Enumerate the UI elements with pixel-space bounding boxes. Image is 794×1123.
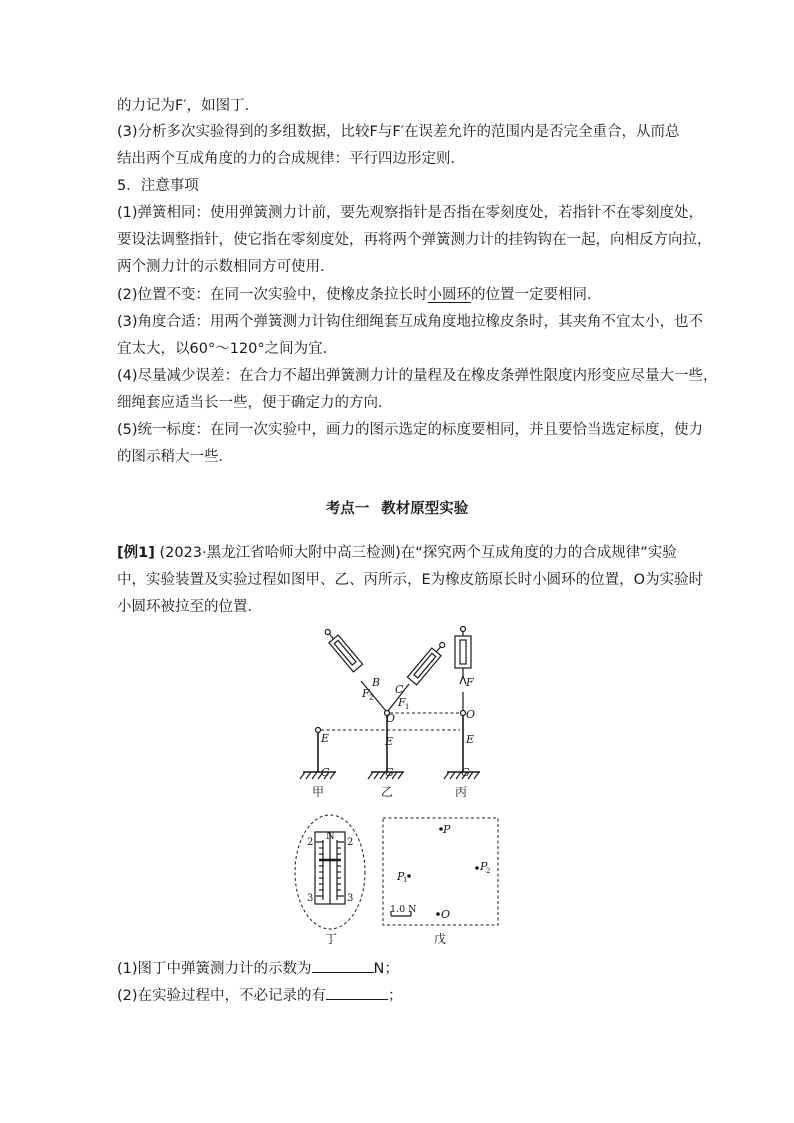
panel-label-wu: 戊	[434, 932, 447, 946]
text-line: (5)统一标度：在同一次实验中，画力的图示选定的标度要相同，并且要恰当选定标度，使力	[117, 422, 704, 438]
label-F1-sub: 1	[405, 703, 410, 711]
label-O: O	[441, 908, 451, 921]
text-line: (3)分析多次实验得到的多组数据，比较F与F′在误差允许的范围内是否完全重合，从而总	[117, 124, 680, 140]
example-text: (2023·黑龙江省哈师大附中高三检测)在“探究两个互成角度的力的合成规律”实验	[159, 545, 677, 561]
label-E: E	[385, 735, 394, 748]
label-P2: P	[480, 860, 488, 873]
text-line: (1)弹簧相同：使用弹簧测力计前，要先观察指针是否指在零刻度处，若指针不在零刻度处，	[117, 205, 704, 221]
gauge-tick-2: 2	[307, 837, 314, 848]
panel-label-ding: 丁	[325, 932, 338, 946]
example-tag: [例1]	[117, 545, 155, 561]
underlined-term: 小圆环	[427, 287, 472, 303]
label-E: E	[321, 732, 330, 745]
gauge-tick-2: 2	[347, 837, 354, 848]
label-E: E	[466, 733, 475, 746]
text-line: (4)尽量减少误差：在合力不超出弹簧测力计的量程及在橡皮条弹性限度内形变应尽量大一些，	[117, 368, 718, 384]
text-line: 5．注意事项	[117, 178, 199, 194]
text-line: 两个测力计的示数相同方可使用．	[117, 259, 335, 275]
question-text: ；	[388, 988, 403, 1004]
gauge-tick-3: 3	[347, 893, 354, 904]
answer-blank[interactable]	[326, 985, 388, 1000]
label-P1-sub: 1	[403, 876, 408, 884]
question-text: (1)图丁中弹簧测力计的示数为	[117, 961, 312, 977]
section-title: 教材原型实验	[381, 501, 469, 517]
answer-blank[interactable]	[312, 958, 374, 973]
scale-label: 1.0 N	[390, 904, 417, 915]
panel-label-bing: 丙	[455, 785, 468, 799]
gauge-unit-N: N	[326, 831, 335, 842]
label-G: G	[461, 766, 470, 779]
example-line: 中，实验装置及实验过程如图甲、乙、丙所示，E为橡皮筋原长时小圆环的位置，O为实验时	[117, 572, 704, 588]
gauge-tick-3: 3	[307, 893, 314, 904]
panel-yi	[322, 626, 449, 779]
section-label: 考点一	[325, 501, 370, 517]
label-F2-sub: 2	[369, 694, 374, 702]
text-line: 的力记为F′，如图丁．	[117, 98, 260, 114]
label-O: O	[466, 708, 476, 721]
question-text: (2)在实验过程中，不必记录的有	[117, 988, 327, 1004]
text-segment: 的位置一定要相同．	[471, 287, 602, 303]
question-1	[117, 958, 687, 979]
question-text: N；	[373, 961, 399, 977]
label-B: B	[372, 676, 381, 689]
text-line: 细绳套应适当长一些，便于确定力的方向．	[117, 395, 393, 411]
label-P1: P	[397, 870, 405, 883]
label-O: O	[386, 712, 396, 725]
panel-label-yi: 乙	[381, 785, 394, 799]
label-P: P	[443, 823, 451, 836]
panel-bing	[444, 627, 480, 780]
example-line: 小圆环被拉至的位置．	[117, 599, 262, 615]
label-C: C	[395, 683, 404, 696]
text-segment: (2)位置不变：在同一次实验中，使橡皮条拉长时	[117, 287, 428, 303]
label-G: G	[321, 766, 330, 779]
label-F1: F	[398, 696, 406, 709]
panel-label-jia: 甲	[312, 785, 325, 799]
text-line: 要设法调整指针，使它指在零刻度处，再将两个弹簧测力计的挂钩钩在一起，向相反方向拉，	[117, 232, 712, 248]
label-F2: F	[362, 687, 370, 700]
text-line: 的图示稍大一些．	[117, 449, 233, 465]
question-2	[117, 985, 687, 1006]
text-line: 结出两个互成角度的力的合成规律：平行四边形定则．	[117, 151, 465, 167]
text-line: 宜太大，以60°～120°之间为宜．	[117, 341, 338, 357]
label-G: G	[385, 766, 394, 779]
panel-jia	[300, 728, 336, 780]
text-line: (3)角度合适：用两个弹簧测力计钩住细绳套互成角度地拉橡皮条时，其夹角不宜太小，也不	[117, 314, 704, 330]
label-F: F	[466, 676, 474, 689]
label-P2-sub: 2	[486, 867, 491, 875]
